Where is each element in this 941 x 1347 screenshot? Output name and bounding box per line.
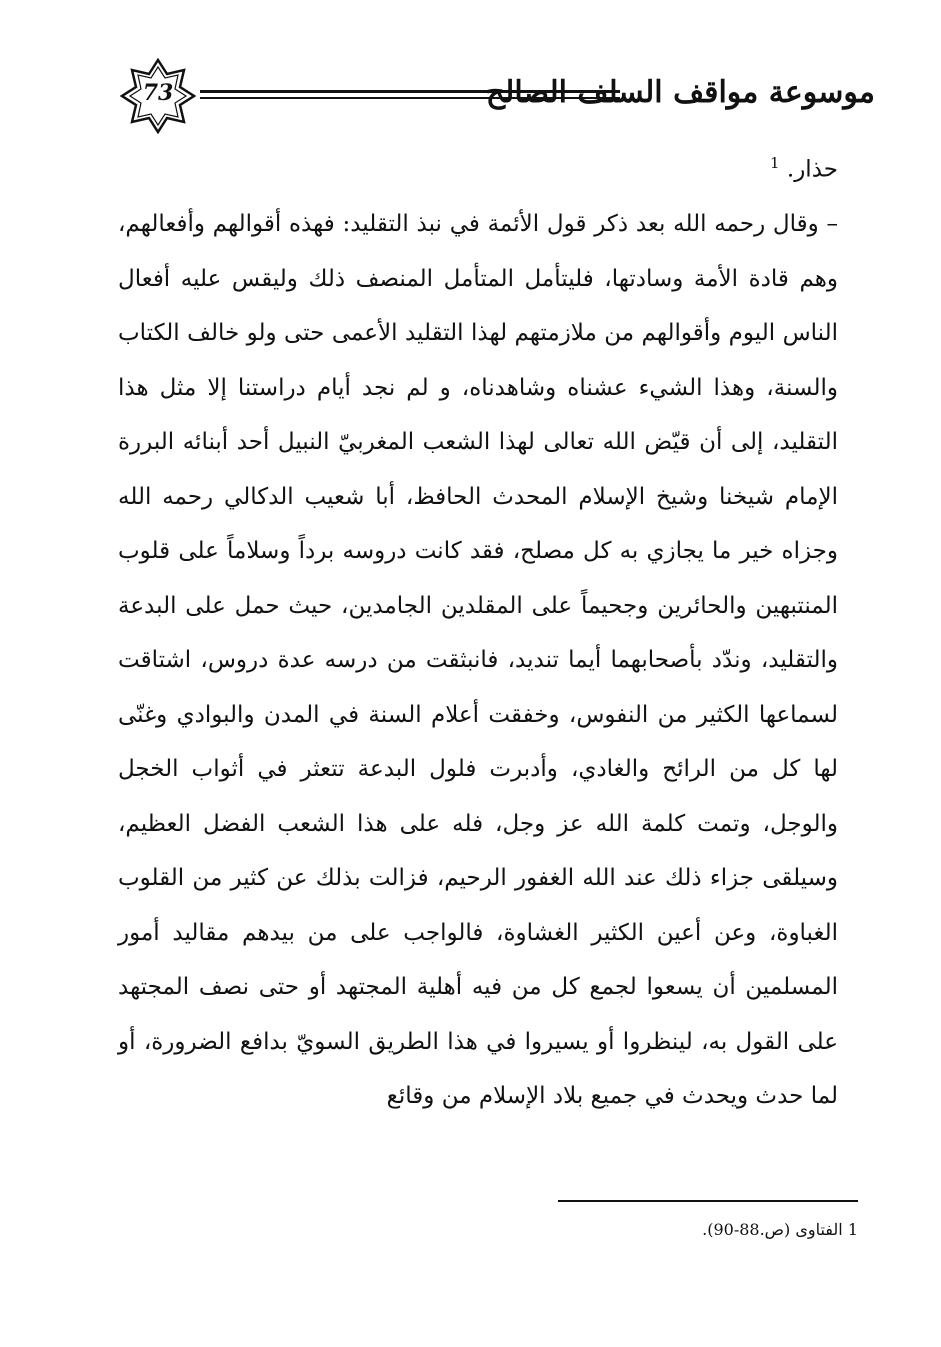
footnote-separator [558, 1200, 858, 1202]
main-text [118, 136, 838, 1124]
continuation-text: حذار. [786, 156, 838, 183]
page-number-badge [120, 58, 196, 134]
book-title: موسوعة مواقف السلف الصالح [485, 75, 875, 110]
body-paragraph: – وقال رحمه الله بعد ذكر قول الأئمة في نبذ التقليد: فهذه أقوالهم وأفعالهم، وهم قادة الأمة وسادتها، فليتأمل المتأمل المنصف ذلك وليقس عليه أفعال الناس اليوم وأقوالهم من ملازمتهم لهذا التقليد الأعمى حتى ولو خالف الكتاب والسنة، وهذا الشيء عشناه وشاهدناه، و لم نجد أيام دراستنا إلا مثل هذا التقليد، إلى أن قيّض الله تعالى لهذا الشعب المغربيّ النبيل أحد أبنائه البررة الإمام شيخنا وشيخ الإسلام المحدث الحافظ، أبا شعيب الدكالي رحمه الله وجزاه خير ما يجازي به كل مصلح، فقد كانت دروسه برداً وسلاماً على قلوب المنتبهين والحائرين وجحيماً على المقلدين الجامدين، حيث حمل على البدعة والتقليد، وندّد بأصحابهما أيما تنديد، فانبثقت من درسه عدة دروس، اشتاقت لسماعها الكثير من النفوس، وخفقت أعلام السنة في المدن والبوادي وغنّى لها كل من الرائح والغادي، وأدبرت فلول البدعة تتعثر في أثواب الخجل والوجل، وتمت كلمة الله عز وجل، فله على هذا الشعب الفضل العظيم، وسيلقى جزاء ذلك عند الله الغفور الرحيم، فزالت بذلك عن كثير من القلوب الغباوة، وعن أعين الكثير الغشاوة، فالواجب على من بيدهم مقاليد أمور المسلمين أن يسعوا لجمع كل من فيه أهلية المجتهد أو حتى نصف المجتهد على القول به، لينظروا أو يسيروا في هذا الطريق السويّ بدافع الضرورة، أو لما حدث ويحدث في جميع بلاد الإسلام من وقائع [118, 211, 838, 1110]
footnote-reference: 1 [770, 154, 780, 172]
page-number: 73 [142, 80, 174, 106]
page-header [112, 52, 875, 132]
footnote: 1 الفتاوى (ص.88-90). [702, 1220, 858, 1239]
continuation-line [118, 136, 838, 197]
